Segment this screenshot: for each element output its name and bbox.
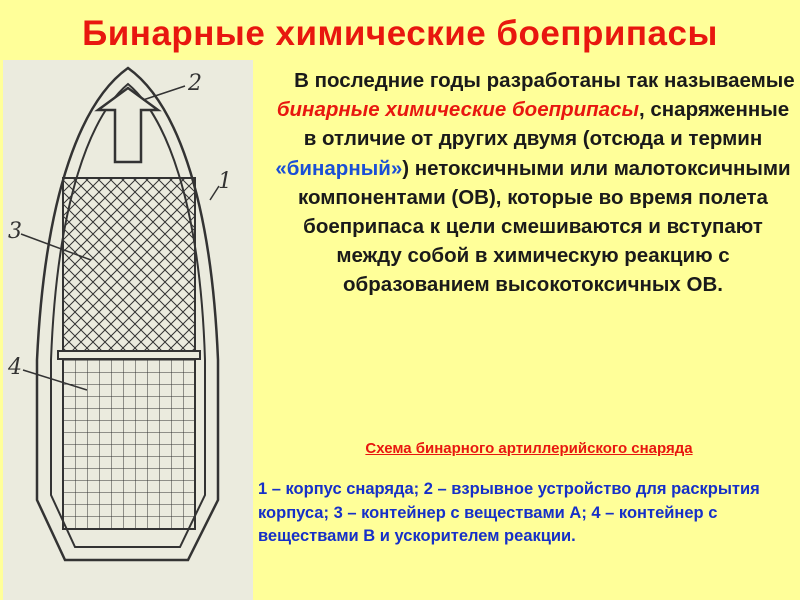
figure-label-4: 4 bbox=[8, 355, 22, 380]
figure-legend: 1 – корпус снаряда; 2 – взрывное устройство для раскрытия корпуса; 3 – контейнер с веществами А; 4 – контейнер с веществами В и ускорителем реакции. bbox=[258, 480, 760, 545]
figure-label-1: 1 bbox=[218, 169, 232, 194]
figure-caption: Схема бинарного артиллерийского снаряда bbox=[365, 440, 693, 457]
slide-title: Бинарные химические боеприпасы bbox=[82, 14, 718, 53]
container-b bbox=[63, 359, 195, 529]
term-binary-munitions: бинарные химические боеприпасы bbox=[276, 98, 639, 122]
paragraph-text-3: ) нетоксичными или малотоксичными компонентами (ОВ), которые во время полета боеприпаса к цели смешиваются и вступают между собой в химическую реакцию с образованием высокотоксичных ОВ. bbox=[298, 156, 791, 297]
figure-label-3: 3 bbox=[8, 219, 22, 244]
container-separator bbox=[58, 351, 200, 359]
figure-label-2: 2 bbox=[188, 71, 202, 96]
paragraph-text-2: , снаряженные в отличие от других двумя (отсюда и термин bbox=[303, 98, 790, 151]
description-paragraph bbox=[268, 66, 798, 300]
shell-diagram bbox=[3, 60, 253, 600]
paragraph-text-1: В последние годы разработаны так называемые bbox=[294, 69, 795, 92]
container-a bbox=[63, 178, 195, 351]
term-binary: «бинарный» bbox=[275, 156, 403, 180]
binary-shell-drawing bbox=[3, 60, 253, 600]
